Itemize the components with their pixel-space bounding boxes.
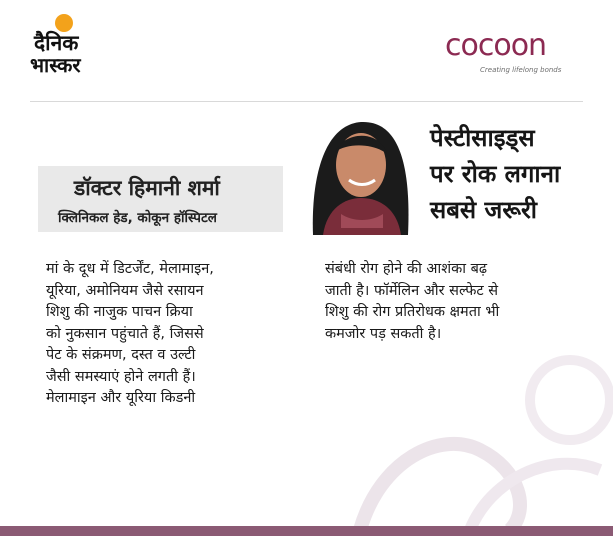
text-line: संबंधी रोग होने की आशंका बढ़ xyxy=(325,261,488,277)
cocoon-tagline: Creating lifelong bonds xyxy=(480,66,562,74)
article-column-2 xyxy=(325,259,585,345)
sun-icon xyxy=(55,14,73,32)
cocoon-logo xyxy=(445,30,585,80)
text-line: शिशु की रोग प्रतिरोधक क्षमता भी xyxy=(325,304,500,320)
author-title: क्लिनिकल हेड, कोकून हॉस्पिटल xyxy=(58,210,217,226)
cocoon-wordmark: cocoon xyxy=(445,28,547,63)
article-clipping xyxy=(38,110,584,470)
headline xyxy=(430,120,590,228)
text-line: शिशु की नाजुक पाचन क्रिया xyxy=(46,304,193,320)
author-name: डॉक्टर हिमानी शर्मा xyxy=(74,176,220,200)
footer-bar xyxy=(0,526,613,536)
author-portrait xyxy=(283,110,433,235)
logo-text-line2: भास्कर xyxy=(30,53,81,77)
text-line: मेलामाइन और यूरिया किडनी xyxy=(46,390,196,406)
logo-text-line1: दैनिक xyxy=(34,31,79,55)
text-line: जाती है। फॉर्मेलिन और सल्फेट से xyxy=(325,282,499,299)
text-line: जैसी समस्याएं होने लगती हैं। xyxy=(46,368,196,385)
headline-line: पर रोक लगाना xyxy=(430,160,561,188)
headline-line: सबसे जरूरी xyxy=(430,196,537,224)
header-divider xyxy=(30,101,583,102)
text-line: को नुकसान पहुंचाते हैं, जिससे xyxy=(46,325,204,342)
dainik-bhaskar-logo xyxy=(30,14,110,84)
text-line: पेट के संक्रमण, दस्त व उल्टी xyxy=(46,347,196,363)
text-line: मां के दूध में डिटर्जेंट, मेलामाइन, xyxy=(46,261,214,277)
article-column-1 xyxy=(46,259,308,410)
headline-line: पेस्टीसाइड्स xyxy=(430,124,535,152)
text-line: यूरिया, अमोनियम जैसे रसायन xyxy=(46,282,204,299)
text-line: कमजोर पड़ सकती है। xyxy=(325,325,442,342)
